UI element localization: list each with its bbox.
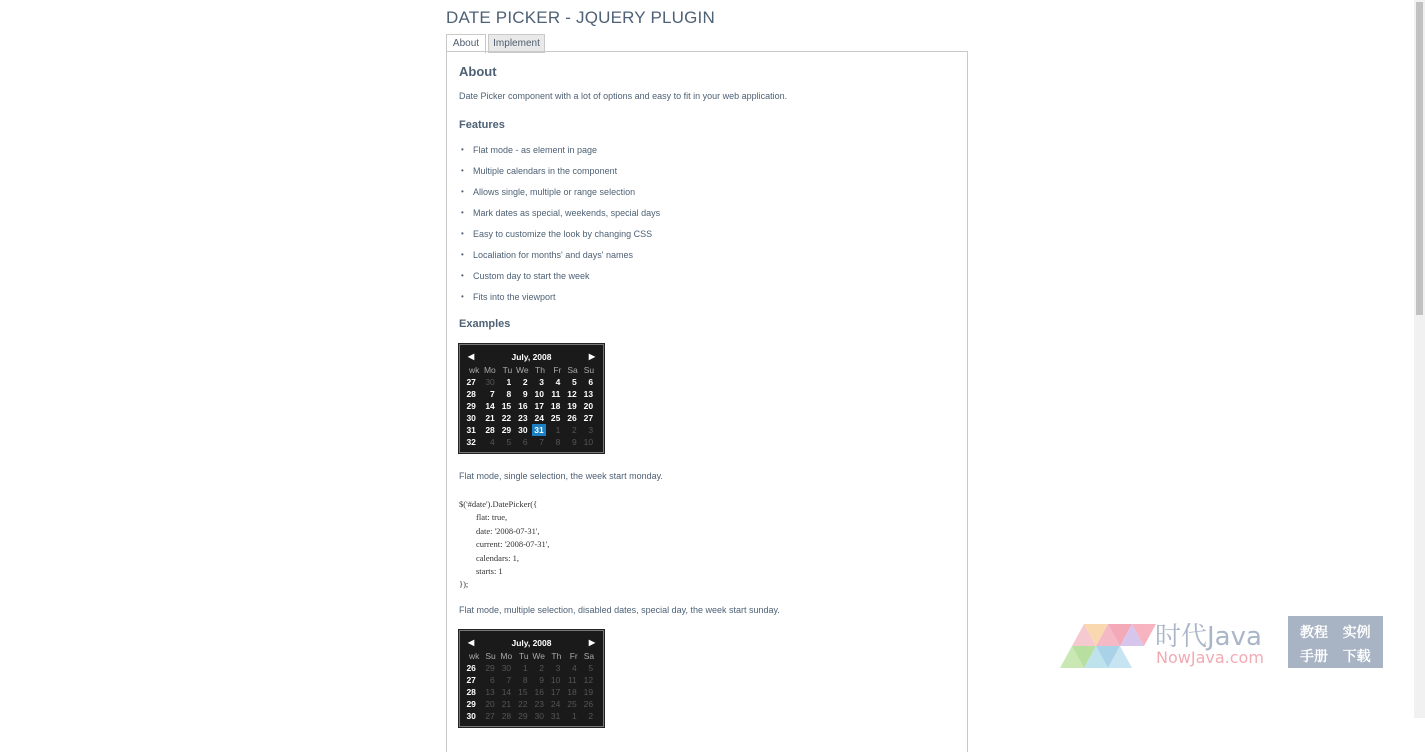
watermark-line-1: 教程 实例 (1300, 625, 1371, 641)
about-heading: About (459, 64, 497, 79)
day-cell[interactable]: 30 (485, 377, 495, 387)
list-item: • Custom day to start the week (473, 271, 590, 281)
day-cell[interactable]: 9 (539, 675, 544, 685)
tab-about[interactable]: About (446, 34, 486, 54)
day-cell[interactable]: 30 (518, 425, 528, 435)
weekday-header: Th (551, 651, 562, 661)
week-number: 29 (466, 699, 476, 709)
day-cell[interactable]: 22 (501, 413, 512, 423)
day-cell[interactable]: 21 (485, 413, 495, 423)
day-cell[interactable]: 11 (567, 675, 577, 685)
day-cell[interactable]: 30 (534, 711, 544, 721)
datepicker-calendar-1[interactable] (459, 344, 604, 453)
vertical-scrollbar[interactable] (1414, 0, 1425, 718)
day-cell[interactable]: 18 (550, 401, 561, 411)
day-cell[interactable]: 14 (485, 401, 495, 411)
week-number: 26 (466, 663, 476, 673)
week-number: 30 (466, 413, 476, 423)
examples-heading: Examples (459, 318, 511, 330)
week-number: 31 (466, 425, 476, 435)
week-number: 29 (466, 401, 476, 411)
watermark-box (1288, 616, 1383, 668)
day-cell[interactable]: 16 (534, 687, 544, 697)
list-item: • Mark dates as special, weekends, special days (473, 208, 660, 218)
day-cell[interactable]: 6 (490, 675, 495, 685)
day-cell[interactable]: 9 (572, 437, 577, 447)
day-cell[interactable]: 3 (539, 377, 544, 387)
day-cell[interactable]: 20 (583, 401, 594, 411)
list-item: • Multiple calendars in the component (473, 166, 617, 176)
day-cell[interactable]: 17 (534, 401, 544, 411)
calendar-grid (464, 364, 595, 448)
day-cell[interactable]: 5 (588, 663, 594, 673)
weekday-header: Sa (567, 365, 578, 375)
list-item: • Fits into the viewport (473, 292, 556, 302)
weekday-header: We (532, 651, 545, 661)
month-title[interactable]: July, 2008 (511, 638, 552, 648)
day-cell[interactable]: 2 (539, 663, 544, 673)
day-cell[interactable]: 23 (518, 413, 528, 423)
day-cell[interactable]: 16 (518, 401, 528, 411)
day-cell[interactable]: 31 (530, 424, 546, 436)
day-cell[interactable]: 25 (567, 699, 577, 709)
example2-caption: Flat mode, multiple selection, disabled dates, special day, the week start sunday. (459, 605, 780, 615)
weekday-header: Sa (583, 651, 595, 661)
watermark (1058, 614, 1388, 674)
day-cell[interactable]: 21 (501, 699, 512, 709)
calendar-week-row (464, 400, 595, 412)
week-number: 28 (466, 687, 476, 697)
tab-implement[interactable]: Implement (488, 34, 545, 53)
weekday-header: We (515, 365, 529, 375)
day-cell[interactable]: 11 (551, 389, 561, 399)
prev-month-button[interactable]: ◀ (468, 638, 475, 647)
day-cell[interactable]: 13 (583, 389, 594, 399)
week-number: 27 (466, 675, 476, 685)
features-heading: Features (459, 119, 505, 131)
day-cell[interactable]: 5 (506, 437, 512, 447)
datepicker-calendar-2[interactable] (459, 630, 604, 727)
scrollbar-thumb[interactable] (1416, 2, 1423, 315)
weekday-header: Su (485, 651, 496, 661)
weekday-header: Tu (502, 365, 513, 375)
day-cell[interactable]: 10 (550, 675, 561, 685)
calendar-week-row (464, 662, 595, 674)
week-number: 32 (466, 437, 476, 447)
day-cell[interactable]: 31 (550, 711, 561, 721)
day-cell[interactable]: 13 (485, 687, 495, 697)
day-cell[interactable]: 9 (522, 389, 528, 399)
list-item: • Easy to customize the look by changing CSS (473, 229, 652, 239)
day-cell[interactable]: 8 (555, 437, 561, 447)
day-cell[interactable]: 26 (583, 699, 594, 709)
next-month-button[interactable]: ▶ (588, 638, 595, 647)
watermark-line-2: 手册 下载 (1300, 649, 1371, 665)
day-cell[interactable]: 7 (506, 675, 512, 685)
day-cell[interactable]: 2 (572, 425, 577, 435)
example1-caption: Flat mode, single selection, the week start monday. (459, 471, 663, 481)
calendar-week-row (464, 412, 595, 424)
day-cell[interactable]: 10 (534, 389, 544, 399)
day-cell[interactable]: 27 (583, 413, 594, 423)
day-cell[interactable]: 29 (501, 425, 512, 435)
list-item: • Flat mode - as element in page (473, 145, 597, 155)
day-cell[interactable]: 8 (522, 675, 528, 685)
weekday-header: Fr (553, 365, 562, 375)
day-cell[interactable]: 4 (572, 663, 577, 673)
example1-code: $('#date').DatePicker({ flat: true, date: '2008-07-31', current: '2008-07-31', calendars: 1, starts: 1 }); (459, 499, 550, 590)
triangle-logo-icon (1058, 618, 1158, 670)
day-cell[interactable]: 7 (490, 389, 495, 399)
day-cell[interactable]: 3 (588, 425, 594, 435)
month-title[interactable]: July, 2008 (511, 352, 552, 362)
calendar-week-row (464, 424, 595, 436)
calendar-week-row (464, 376, 595, 388)
calendar-week-row (464, 388, 595, 400)
day-cell[interactable]: 14 (501, 687, 512, 697)
next-month-button[interactable]: ▶ (588, 352, 595, 361)
day-cell[interactable]: 24 (550, 699, 561, 709)
day-cell[interactable]: 18 (567, 687, 577, 697)
day-cell[interactable]: 19 (567, 401, 577, 411)
day-cell[interactable]: 8 (506, 389, 512, 399)
week-number: 27 (466, 377, 476, 387)
day-cell[interactable]: 29 (518, 711, 528, 721)
day-cell[interactable]: 3 (555, 663, 561, 673)
calendar-week-row (464, 674, 595, 686)
day-cell[interactable]: 1 (555, 425, 561, 435)
day-cell[interactable]: 4 (555, 377, 561, 387)
prev-month-button[interactable]: ◀ (468, 352, 475, 361)
calendar-week-row (464, 710, 595, 722)
day-cell[interactable]: 23 (534, 699, 544, 709)
day-cell[interactable]: 1 (522, 663, 528, 673)
calendar-grid (464, 650, 595, 722)
calendar-week-row (464, 686, 595, 698)
day-cell[interactable]: 28 (485, 425, 495, 435)
day-cell[interactable]: 2 (522, 377, 528, 387)
day-cell[interactable]: 20 (485, 699, 495, 709)
day-cell[interactable]: 15 (518, 687, 528, 697)
calendar-week-row (464, 436, 595, 448)
weekday-header: Tu (518, 651, 529, 661)
day-cell[interactable]: 1 (506, 377, 512, 387)
weekday-header: Mo (483, 365, 496, 375)
day-cell[interactable]: 10 (583, 437, 594, 447)
weekday-header: Mo (500, 651, 513, 661)
day-cell[interactable]: 29 (485, 663, 495, 673)
day-cell[interactable]: 2 (588, 711, 594, 721)
day-cell[interactable]: 6 (588, 377, 594, 387)
brand-url: NowJava.com (1156, 648, 1264, 667)
weekday-header: Th (535, 365, 545, 375)
weekday-header: Fr (569, 651, 578, 661)
day-cell[interactable]: 7 (539, 437, 544, 447)
day-cell[interactable]: 30 (501, 663, 512, 673)
day-cell[interactable]: 19 (583, 687, 594, 697)
day-cell[interactable]: 12 (583, 675, 594, 685)
day-cell[interactable]: 5 (572, 377, 577, 387)
day-cell[interactable]: 28 (501, 711, 512, 721)
day-cell[interactable]: 6 (522, 437, 528, 447)
day-cell[interactable]: 4 (490, 437, 495, 447)
tab-panel-about (446, 51, 968, 752)
day-cell[interactable]: 26 (567, 413, 577, 423)
weekday-header: wk (469, 651, 480, 661)
day-cell[interactable]: 25 (550, 413, 561, 423)
day-cell[interactable]: 12 (567, 389, 577, 399)
day-cell[interactable]: 1 (572, 711, 577, 721)
weekday-header: wk (469, 365, 480, 375)
list-item: • Localiation for months' and days' names (473, 250, 633, 260)
page-title: DATE PICKER - JQUERY PLUGIN (446, 8, 715, 27)
about-intro: Date Picker component with a lot of options and easy to fit in your web application. (459, 91, 788, 101)
list-item: • Allows single, multiple or range selection (473, 187, 635, 197)
calendar-week-row (464, 698, 595, 710)
day-cell[interactable]: 17 (550, 687, 561, 697)
weekday-header: Su (583, 365, 595, 375)
week-number: 28 (466, 389, 476, 399)
day-cell[interactable]: 24 (534, 413, 544, 423)
brand-name: 时代Java (1155, 622, 1262, 652)
day-cell[interactable]: 15 (501, 401, 512, 411)
week-number: 30 (466, 711, 476, 721)
day-cell[interactable]: 22 (518, 699, 528, 709)
day-cell[interactable]: 27 (485, 711, 495, 721)
